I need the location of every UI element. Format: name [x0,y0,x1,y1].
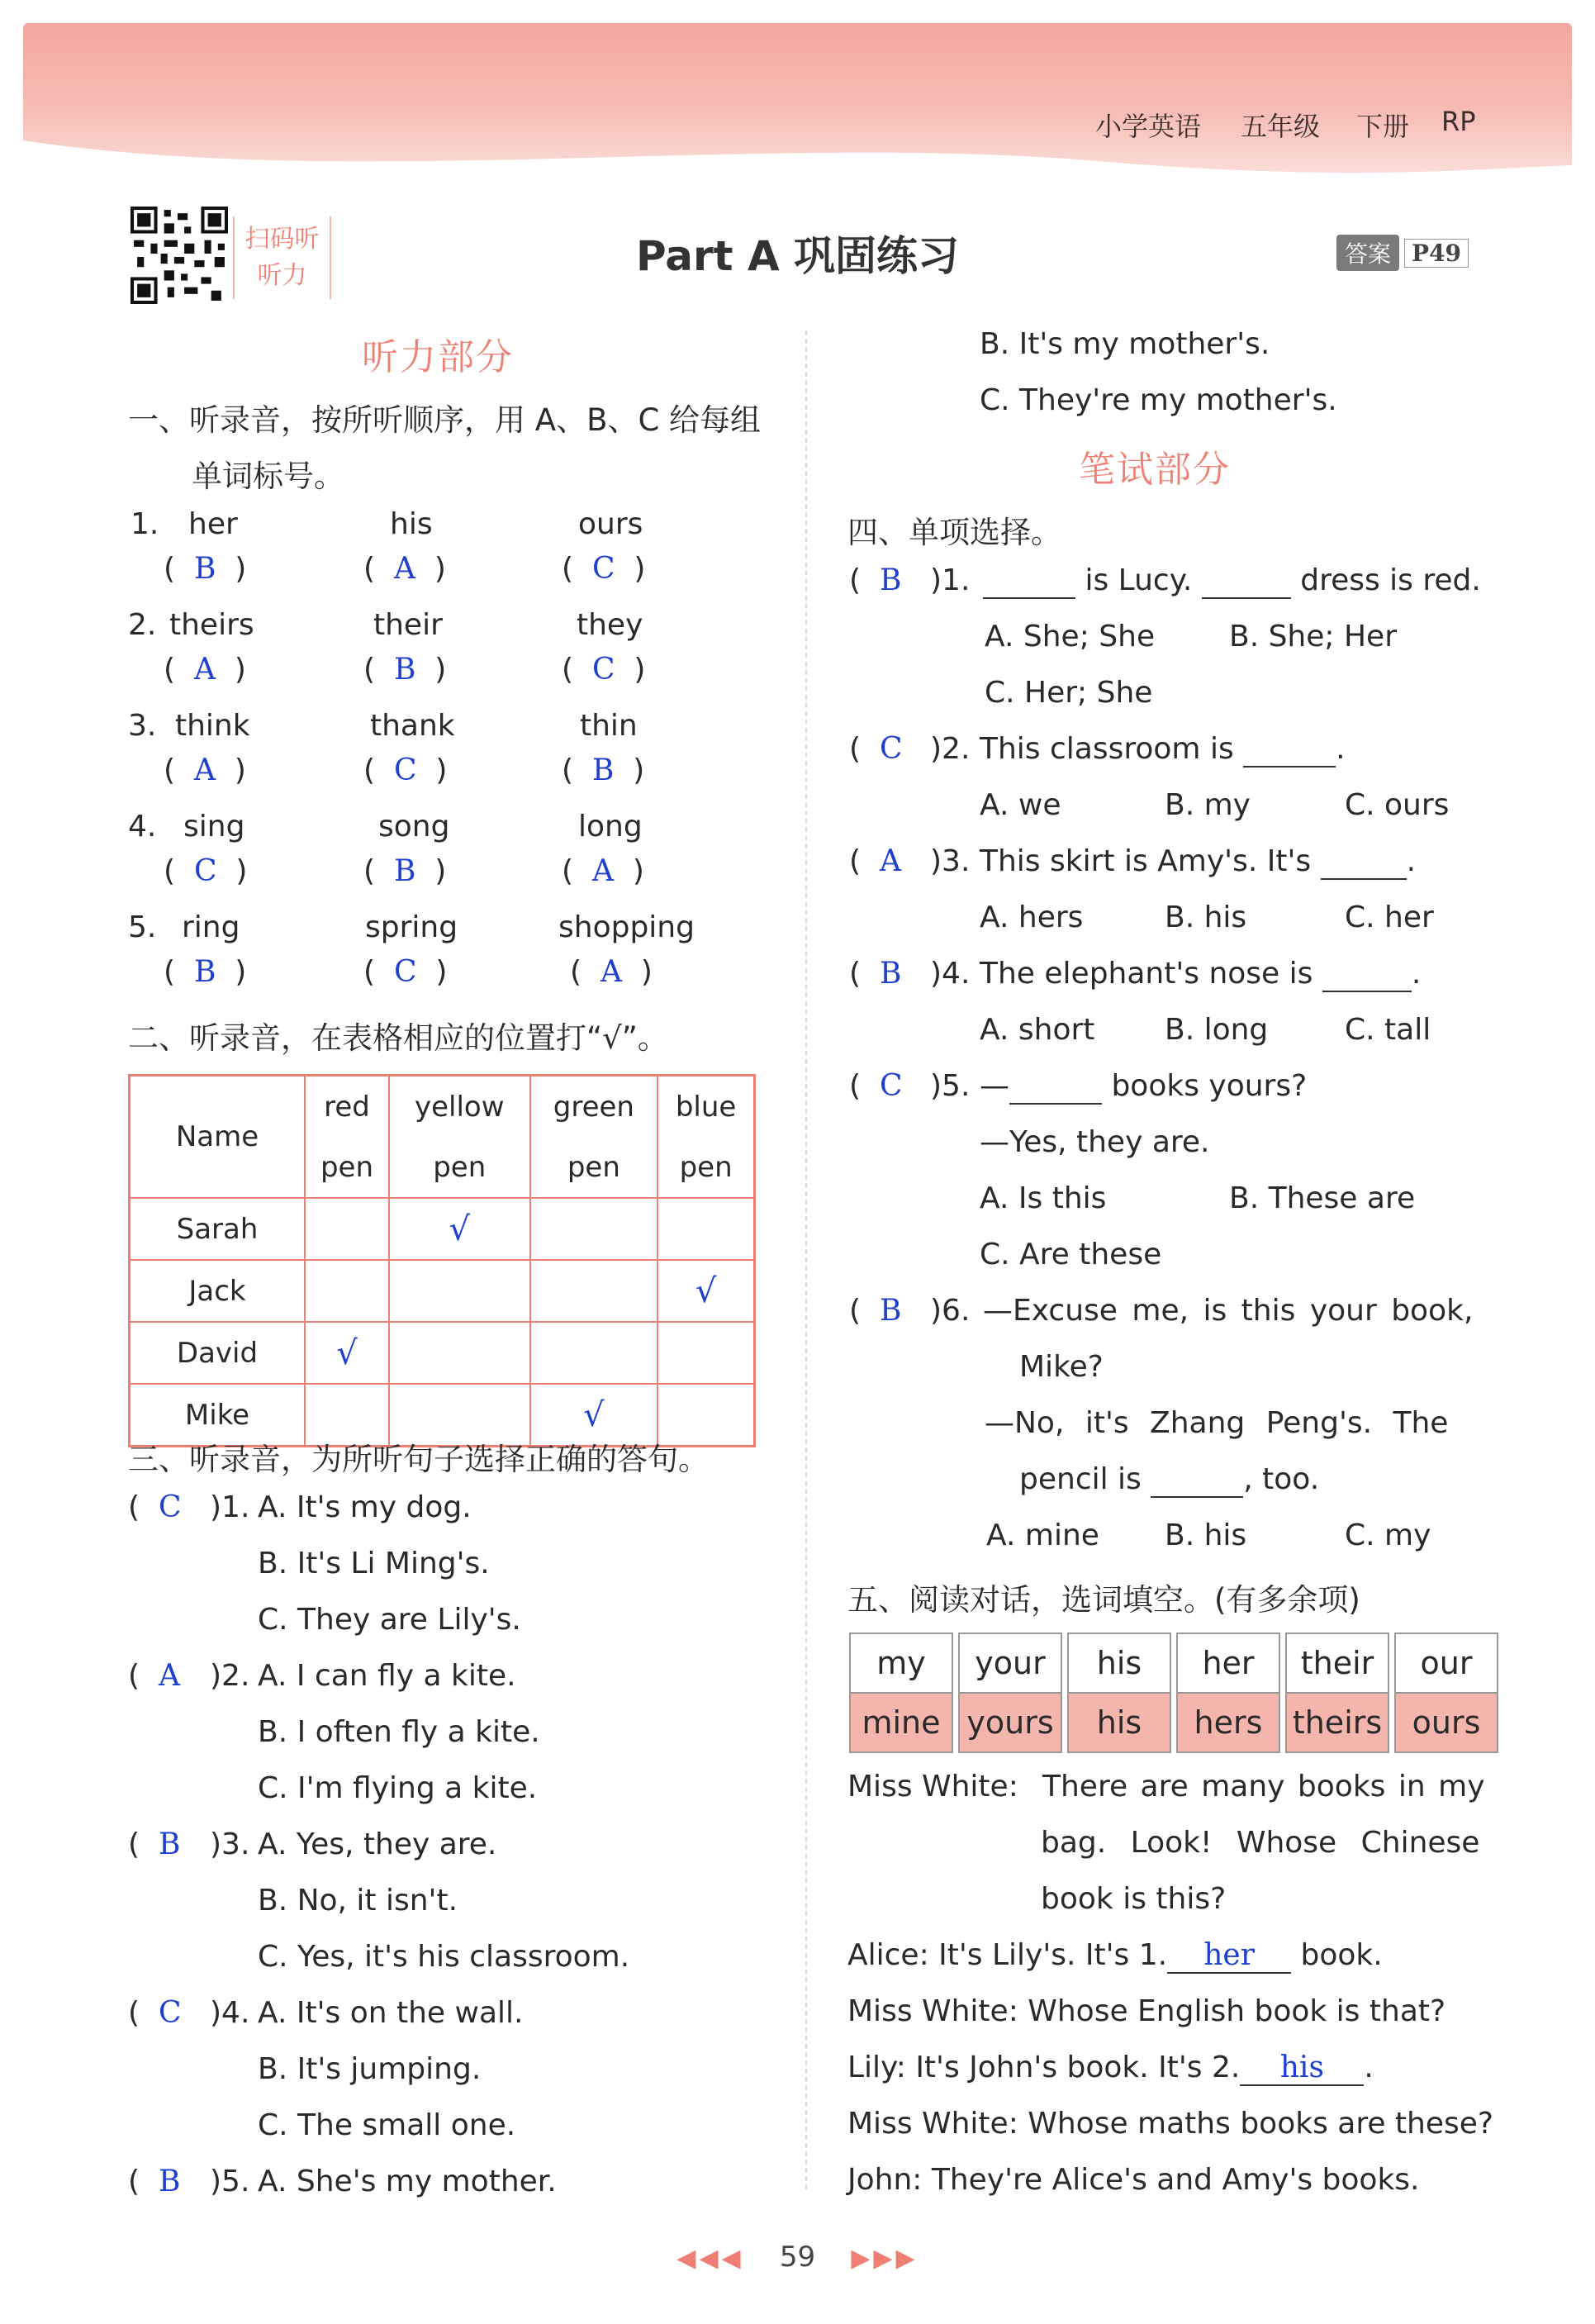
q1-word: their [373,608,443,642]
table-row [130,1322,755,1384]
blank[interactable] [983,563,1075,599]
dialogue-line: bag. Look! Whose Chinese [1041,1826,1480,1860]
q4-stem-text: This skirt is Amy's. It's [980,844,1312,878]
check-mark: √ [389,1198,530,1260]
q4-stem-end: . [1406,844,1417,878]
answer-badge-label: 答案 [1336,235,1399,271]
q4-stem [980,1069,1307,1105]
q4-line: —No, it's Zhang Peng's. The [985,1406,1449,1440]
q4-answer-paren: ( C [849,732,903,766]
crumb-subject: 小学英语 [1095,111,1202,142]
q3-num: )3. [210,1827,250,1861]
q1-answer: C [193,854,217,888]
q3-answer-paren: ( C [128,1490,182,1524]
blank[interactable] [1243,732,1336,768]
q1-word: thank [370,709,455,743]
q1-answer: B [193,552,216,586]
q3-num: )5. [210,2165,250,2198]
check-mark: √ [657,1260,754,1322]
word-bank-word: his [1069,1634,1170,1694]
q1-answer: B [193,955,216,989]
q3-option: A. I can fly a kite. [258,1659,516,1693]
q4-answer: B [879,957,902,991]
q4-option: C. my [1345,1518,1431,1552]
q4-num: )3. [930,844,971,878]
q3-answer-paren: ( A [128,1659,180,1693]
q1-word: shopping [558,910,695,944]
q1-title-line2: 单词标号。 [192,459,344,494]
q1-row-num: 1. [131,507,159,541]
table-header: pen [530,1137,658,1198]
table-header-name: Name [130,1076,306,1199]
page-footer [0,2241,1595,2274]
answer-badge-page: P49 [1404,239,1469,268]
q3-num: )2. [210,1659,250,1693]
q1-answer-paren: ( B ) [164,552,247,586]
pen-table [128,1074,756,1447]
dialogue-line [847,1938,1383,1974]
q4-stem-text: is Lucy. [1085,563,1193,597]
table-header: green [530,1076,658,1138]
dialogue-line: John: They're Alice's and Amy's books. [847,2163,1420,2197]
qr-caption: 扫码听听力 [244,225,320,290]
q4-option: C. Her; She [985,676,1153,710]
q4-option: B. long [1165,1013,1269,1047]
q1-answer: B [591,753,615,787]
q4-answer-paren: ( B [849,1294,902,1328]
word-bank-pair [1176,1633,1280,1753]
word-bank [849,1633,1498,1753]
q1-answer: B [393,653,416,687]
q4-option: A. She; She [985,620,1156,653]
q4-answer: B [879,1294,902,1328]
q1-answer-paren: ( C ) [164,854,248,888]
word-bank-word: hers [1178,1694,1279,1751]
table-header: blue [657,1076,754,1138]
q4-option: B. his [1165,901,1247,934]
q3-option: A. It's my dog. [258,1490,472,1524]
q4-answer-paren: ( C [849,1069,903,1103]
q3-num: )4. [210,1996,250,2030]
q1-answer-paren: ( C ) [562,653,646,687]
q1-word: long [578,810,643,844]
q3-option: A. It's on the wall. [258,1996,524,2030]
q4-dash: — [980,1069,1009,1103]
q4-reply: —Yes, they are. [980,1125,1210,1159]
q3-option: B. It's jumping. [258,2052,482,2086]
q1-answer-paren: ( A ) [570,955,653,989]
q3-option: C. They're my mother's. [980,383,1337,417]
q1-answer: A [193,753,216,787]
q3-answer: C [158,1490,182,1524]
header-wave [23,124,1572,190]
q3-answer: A [158,1659,180,1693]
table-header: yellow [389,1076,530,1138]
q4-stem-end: . [1411,957,1422,991]
q3-option: B. It's my mother's. [980,327,1270,361]
crumb-volume: 下册 [1356,111,1410,142]
q4-num: )6. [930,1294,971,1328]
q1-answer: A [600,955,622,989]
word-bank-word: ours [1396,1694,1497,1751]
blank[interactable] [1322,957,1412,992]
q1-answer-paren: ( C ) [363,955,448,989]
q3-option: B. It's Li Ming's. [258,1547,490,1580]
page-title: Part A 巩固练习 [635,232,960,280]
q1-answer-paren: ( A ) [363,552,446,586]
q1-answer-paren: ( B ) [164,955,247,989]
q4-answer: C [879,1069,903,1103]
q1-word: theirs [169,608,254,642]
q1-word: thin [580,709,638,743]
q1-answer: C [393,753,417,787]
page-number: 59 [779,2241,816,2274]
q1-answer: A [193,653,216,687]
word-bank-pair [1394,1633,1498,1753]
q1-answer-paren: ( B ) [562,753,645,787]
q4-stem-text: dress is red. [1300,563,1481,597]
q4-title: 四、单项选择。 [847,515,1061,550]
q1-answer-paren: ( A ) [562,854,644,888]
q4-answer: B [879,563,902,597]
dialogue-text: Lily: It's John's book. It's 2. [847,2051,1241,2084]
q1-answer-paren: ( A ) [164,753,246,787]
q1-word: ours [578,507,643,541]
q1-answer-paren: ( A ) [164,653,246,687]
check-mark: √ [530,1384,658,1447]
q4-num: )2. [930,732,971,766]
prev-arrows-icon[interactable]: ◀◀◀ [676,2244,744,2273]
q3-option: A. She's my mother. [258,2165,557,2198]
table-header: pen [389,1137,530,1198]
q4-option: B. my [1165,788,1251,822]
q3-option: B. No, it isn't. [258,1884,458,1918]
q4-answer-paren: ( B [849,957,902,991]
q5-title: 五、阅读对话，选词填空。(有多余项) [847,1582,1360,1618]
q1-answer: C [591,653,615,687]
q3-answer: B [158,1827,181,1861]
q1-answer: A [393,552,415,586]
word-bank-word: mine [851,1694,952,1751]
table-header: red [305,1076,389,1138]
q4-option: A. we [980,788,1061,822]
table-name-cell: David [130,1322,306,1384]
q4-line: —Excuse me, is this your book, [983,1294,1474,1328]
q1-row-num: 4. [128,810,157,844]
q4-stem-text: , too. [1243,1462,1320,1496]
word-bank-pair [1067,1633,1171,1753]
writing-section-title: 笔试部分 [1079,449,1231,491]
dialogue-line: book is this? [1041,1882,1227,1916]
q3-num: )1. [210,1490,250,1524]
q4-stem [980,844,1416,880]
q1-answer: C [393,955,417,989]
word-bank-word: your [960,1634,1061,1694]
dialogue-speaker: Miss White: [847,1770,1018,1804]
q3-answer-paren: ( C [128,1996,182,2030]
q4-option: C. her [1345,901,1434,934]
table-row [130,1260,755,1322]
word-bank-word: yours [960,1694,1061,1751]
q4-option: B. She; Her [1229,620,1397,653]
blank[interactable] [1202,563,1291,599]
q4-stem-text: pencil is [1019,1462,1142,1496]
listening-section-title: 听力部分 [362,336,514,378]
q4-option: A. hers [980,901,1084,934]
q3-answer-paren: ( B [128,2165,181,2198]
dialogue-line: Miss White: Whose maths books are these? [847,2107,1494,2141]
q4-option: B. his [1165,1518,1247,1552]
q4-answer: C [879,732,903,766]
q1-word: think [175,709,250,743]
q4-stem [983,563,1481,599]
q4-answer: A [879,844,901,878]
q4-option: A. mine [986,1518,1099,1552]
check-mark: √ [305,1322,389,1384]
q1-answer: A [591,854,614,888]
word-bank-word: his [1069,1694,1170,1751]
blank[interactable] [1321,844,1407,880]
q1-word: his [390,507,433,541]
word-bank-word: her [1178,1634,1279,1694]
dialogue-text: . [1364,2051,1374,2084]
dialogue-line: There are many books in my [1042,1770,1485,1804]
q4-num: )4. [930,957,971,991]
q4-stem-text: books yours? [1111,1069,1308,1103]
next-arrows-icon[interactable]: ▶▶▶ [851,2244,919,2273]
blank[interactable] [1151,1462,1243,1498]
q4-option: A. Is this [980,1181,1107,1215]
q1-word: they [577,608,643,642]
word-bank-pair [958,1633,1062,1753]
q1-row-num: 5. [128,910,157,944]
q1-title-line1: 一、听录音，按所听顺序，用 A、B、C 给每组 [128,402,762,438]
word-bank-pair [1285,1633,1389,1753]
table-name-cell: Jack [130,1260,306,1322]
answer-badge[interactable] [1336,236,1469,269]
q4-line: Mike? [1019,1350,1104,1384]
table-header: pen [305,1137,389,1198]
q1-word: song [378,810,450,844]
q4-line [1019,1462,1319,1498]
q1-word: spring [365,910,458,944]
q1-row-num: 3. [128,709,157,743]
crumb-edition: RP [1441,106,1476,137]
q4-option: A. short [980,1013,1095,1047]
q1-word: sing [183,810,245,844]
column-divider [805,330,807,2189]
dialogue-line [847,2051,1374,2086]
dialogue-text: Alice: It's Lily's. It's 1. [847,1938,1168,1972]
q1-answer-paren: ( C ) [363,753,448,787]
q4-num: )1. [930,563,971,597]
table-name-cell: Sarah [130,1198,306,1260]
blank-answer[interactable]: his [1240,2051,1364,2086]
table-name-cell: Mike [130,1384,306,1447]
word-bank-word: my [851,1634,952,1694]
q4-stem [980,732,1346,768]
q1-answer-paren: ( B ) [363,653,447,687]
word-bank-word: our [1396,1634,1497,1694]
q3-title: 三、听录音，为所听句子选择正确的答句。 [128,1442,709,1477]
q3-option: A. Yes, they are. [258,1827,497,1861]
q1-answer-paren: ( C ) [562,552,646,586]
q3-option: C. I'm flying a kite. [258,1771,538,1805]
q4-option: C. tall [1345,1013,1431,1047]
q3-answer-paren: ( B [128,1827,181,1861]
dialogue-line: Miss White: Whose English book is that? [847,1994,1446,2028]
q3-option: B. I often fly a kite. [258,1715,540,1749]
q1-answer: C [591,552,615,586]
q3-answer: B [158,2165,181,2198]
table-row [130,1198,755,1260]
word-bank-pair [849,1633,953,1753]
blank[interactable] [1009,1069,1102,1105]
word-bank-word: their [1287,1634,1388,1694]
q1-word: her [188,507,238,541]
dialogue-text: book. [1300,1938,1383,1972]
q4-answer-paren: ( B [849,563,902,597]
q1-row-num: 2. [128,608,157,642]
table-header: pen [657,1137,754,1198]
q3-option: C. Yes, it's his classroom. [258,1940,630,1974]
q1-answer-paren: ( B ) [363,854,447,888]
q4-stem-text: The elephant's nose is [980,957,1313,991]
q4-stem-text: This classroom is [980,732,1234,766]
q3-answer: C [158,1996,182,2030]
word-bank-word: theirs [1287,1694,1388,1751]
q4-option: C. ours [1345,788,1450,822]
q2-title: 二、听录音，在表格相应的位置打“√”。 [128,1020,668,1056]
q3-option: C. The small one. [258,2108,516,2142]
q1-answer: B [393,854,416,888]
crumb-grade: 五年级 [1241,111,1321,142]
blank-answer[interactable]: her [1167,1938,1291,1974]
q4-option: C. Are these [980,1238,1162,1271]
q1-word: ring [182,910,240,944]
q4-num: )5. [930,1069,971,1103]
q4-option: B. These are [1229,1181,1416,1215]
q4-stem [980,957,1421,992]
q4-stem-end: . [1336,732,1346,766]
q3-option: C. They are Lily's. [258,1603,521,1637]
q4-answer-paren: ( A [849,844,901,878]
